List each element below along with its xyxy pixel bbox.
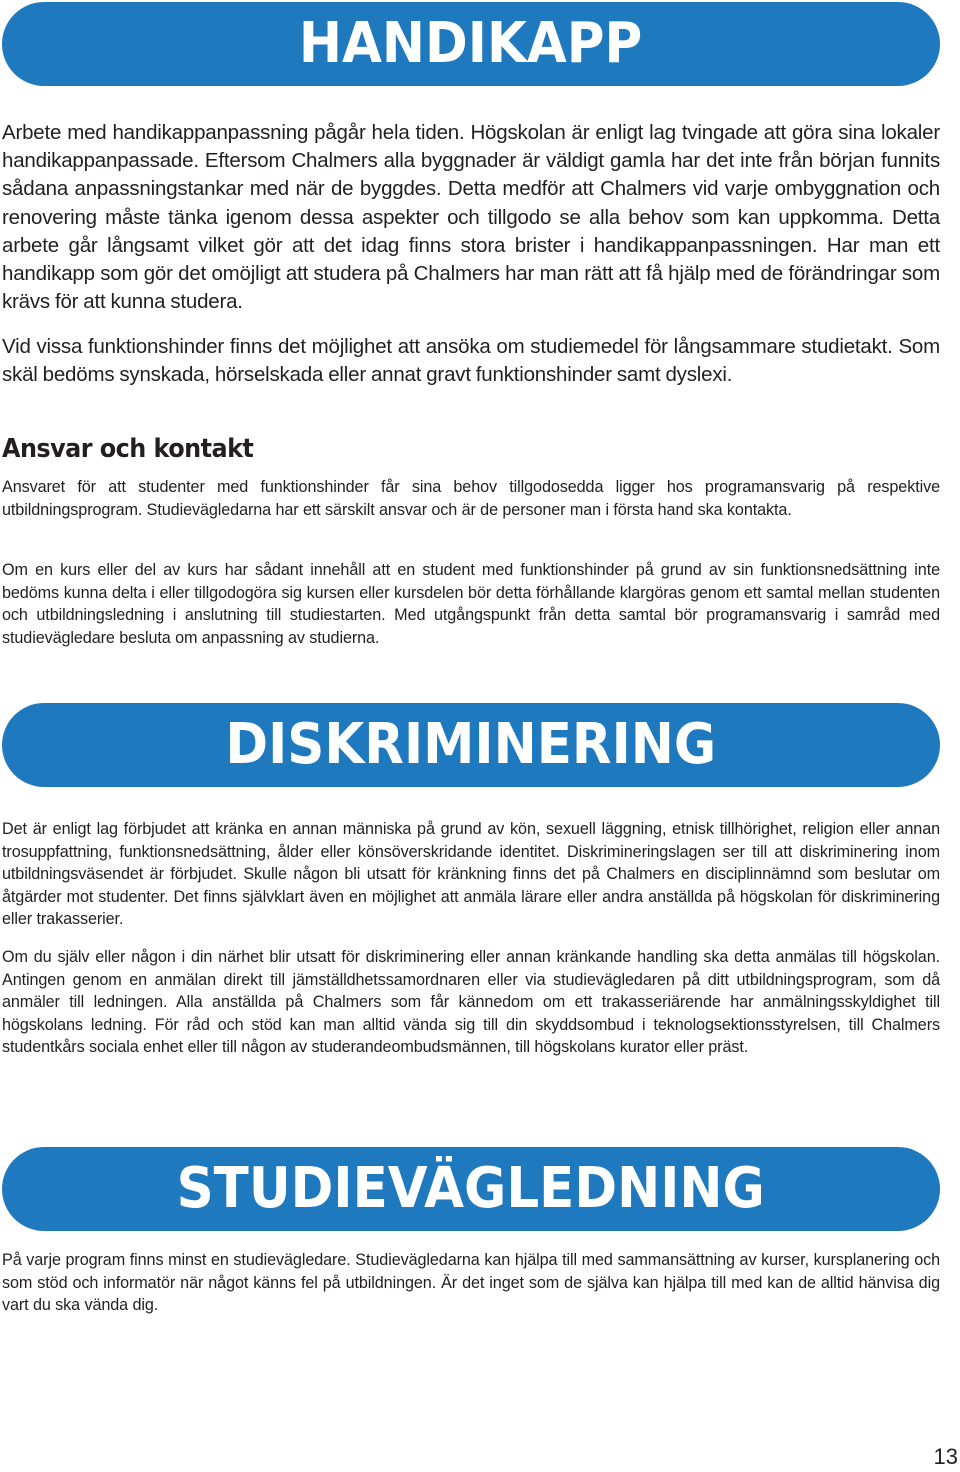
ansvar-paragraph-1: Ansvaret för att studenter med funktionshinder får sina behov tillgodosedda ligger hos programansvarig på respektive utbildningsprogram. Studievägledarna har ett särskilt ansvar och är de personer man i första hand ska kontakta. bbox=[2, 478, 940, 519]
handikapp-paragraph-1: Arbete med handikappanpassning pågår hela tiden. Högskolan är enligt lag tvingade att göra sina lokaler handikappanpassade. Eftersom Chalmers alla byggnader är väldigt gamla har det inte från början funnits sådana anpassningstankar med när de byggdes. Detta medför att Chalmers vid varje ombyggnation och renovering måste tänka igenom dessa aspekter och tillgodo se alla behov som kan uppkomma. Detta arbete går långsamt vilket gör att det idag finns stora brister i handikappanpassningen. Har man ett handikapp som gör det omöjligt att studera på Chalmers har man rätt att få hjälp med de förändringar som krävs för att kunna studera. bbox=[2, 121, 940, 314]
handikapp-paragraph-2: Vid vissa funktionshinder finns det möjlighet att ansöka om studiemedel för långsammare studietakt. Som skäl bedöms synskada, hörselskada eller annat gravt funktionshinder samt dyslexi. bbox=[2, 335, 940, 387]
section-banner-handikapp bbox=[2, 2, 940, 86]
studievagledning-paragraph-1: På varje program finns minst en studievägledare. Studievägledarna kan hjälpa till med sammansättning av kurser, kursplanering och som stöd och informatör när något känns fel på utbildningen. Är det inget som de själva kan hjälpa till med kan de alltid hänvisa dig vart du ska vända dig. bbox=[2, 1251, 940, 1314]
diskriminering-paragraph-2: Om du själv eller någon i din närhet blir utsatt för diskriminering eller annan kränkande handling ska detta anmälas till högskolan. Antingen genom en anmälan direkt till jämställdhetssamordnaren eller via studievägledaren på ditt utbildningsprogram, som då anmäler till ledningen. Alla anställda på Chalmers som får kännedom om ett trakasseriärende har anmälningsskyldighet till högskolans ledning. För råd och stöd kan man alltid vända sig till din skyddsombud i teknologsektionsstyrelsen, till Chalmers studentkårs sociala enhet eller till någon av studerandeombudsmännen, till högskolans kurator eller präst. bbox=[2, 948, 940, 1056]
section-title-diskriminering: DISKRIMINERING bbox=[225, 712, 717, 777]
section-banner-diskriminering bbox=[2, 703, 940, 787]
section-title-studievagledning: STUDIEVÄGLEDNING bbox=[176, 1156, 766, 1221]
section-banner-studievagledning bbox=[2, 1147, 940, 1231]
subheading-ansvar-och-kontakt: Ansvar och kontakt bbox=[2, 434, 254, 464]
page-number: 13 bbox=[933, 1444, 958, 1469]
diskriminering-paragraph-1: Det är enligt lag förbjudet att kränka en annan människa på grund av kön, sexuell läggning, etnisk tillhörighet, religion eller annan trosuppfattning, funktionsnedsättning, ålder eller könsöverskridande identitet. Diskrimineringslagen ser till att diskriminering inom utbildningsväsendet är förbjudet. Skulle någon bli utsatt för kränkning finns det på Chalmers en disciplinnämnd som beslutar om åtgärder mot studenter. Det finns självklart även en möjlighet att anmäla lärare eller andra anställda på högskolan för diskriminering eller trakasserier. bbox=[2, 820, 940, 928]
ansvar-paragraph-2: Om en kurs eller del av kurs har sådant innehåll att en student med funktionshinder på grund av sin funktionsnedsättning inte bedöms kunna delta i eller tillgodogöra sig kursen eller kursdelen bör detta förhållande klargöras genom ett samtal mellan studenten och utbildningsledning i anslutning till studiestarten. Med utgångspunkt från detta samtal bör programansvarig i samråd med studievägledare besluta om anpassning av studierna. bbox=[2, 561, 940, 647]
section-title-handikapp: HANDIKAPP bbox=[299, 11, 643, 76]
